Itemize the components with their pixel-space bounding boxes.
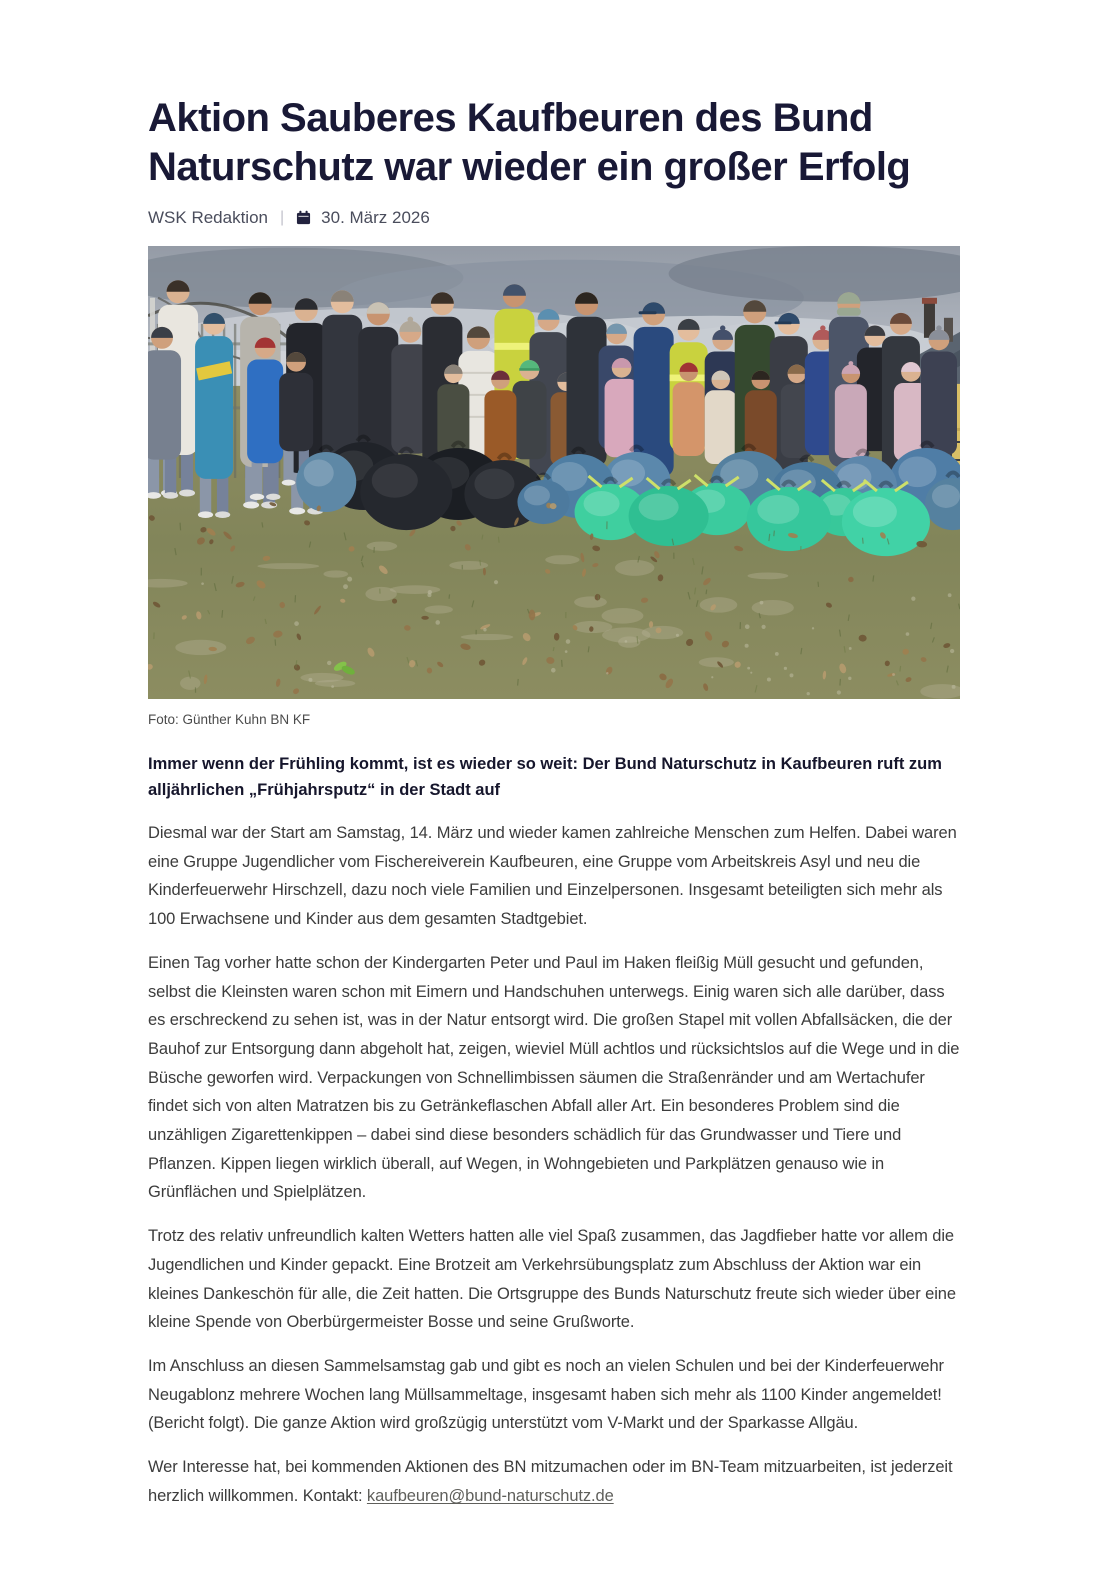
article-photo-figure [148, 246, 960, 727]
contact-paragraph [148, 1453, 960, 1510]
contact-email-link[interactable]: kaufbeuren@bund-naturschutz.de [367, 1487, 614, 1505]
article-paragraph: Einen Tag vorher hatte schon der Kindergarten Peter und Paul im Haken fleißig Müll gesucht und gefunden, selbst die Kleinsten waren schon mit Eimern und Handschuhen unterwegs. Einig waren sich alle darüber, dass es erschreckend zu sehen ist, was in der Natur entsorgt wird. Die großen Stapel mit vollen Abfallsäcken, die der Bauhof zur Entsorgung dann abgeholt hat, zeigen, wieviel Müll achtlos und rücksichtslos auf die Wege und in die Büsche geworfen wird. Verpackungen von Schnellimbissen säumen die Straßenränder und am Wertachufer findet sich von alten Matratzen bis zu Getränkeflaschen Abfall aller Art. Ein besonderes Problem sind die unzähligen Zigarettenkippen – dabei sind diese besonders schädlich für das Grundwasser und Tiere und Pflanzen. Kippen liegen wirklich überall, auf Wegen, in Wohngebieten und Parkplätzen genauso wie in Grünflächen und Spielplätzen. [148, 949, 960, 1207]
publish-date: 30. März 2026 [321, 208, 430, 228]
article-paragraph: Im Anschluss an diesen Sammelsamstag gab und gibt es noch an vielen Schulen und bei der Kinderfeuerwehr Neugablonz mehrere Wochen lang Müllsammeltage, insgesamt haben sich mehr als 1100 Kinder angemeldet! (Bericht folgt). Die ganze Aktion wird großzügig unterstützt vom V-Markt und der Sparkasse Allgäu. [148, 1352, 960, 1438]
article-lead: Immer wenn der Frühling kommt, ist es wieder so weit: Der Bund Naturschutz in Kaufbeuren ruft zum alljährlichen „Frühjahrsputz“ in der Stadt auf [148, 751, 960, 804]
byline-separator: | [278, 209, 286, 227]
calendar-icon [296, 210, 311, 225]
author-name: WSK Redaktion [148, 208, 268, 228]
contact-text: Wer Interesse hat, bei kommenden Aktionen des BN mitzumachen oder im BN-Team mitzuarbeiten, ist jederzeit herzlich willkommen. Kontakt: [148, 1458, 952, 1505]
article-photo [148, 246, 960, 699]
byline [148, 208, 960, 228]
article-paragraph: Diesmal war der Start am Samstag, 14. März und wieder kamen zahlreiche Menschen zum Helfen. Dabei waren eine Gruppe Jugendlicher vom Fischereiverein Kaufbeuren, eine Gruppe vom Arbeitskreis Asyl und neu die Kinderfeuerwehr Hirschzell, dazu noch viele Familien und Einzelpersonen. Insgesamt beteiligten sich mehr als 100 Erwachsene und Kinder aus dem gesamten Stadtgebiet. [148, 819, 960, 934]
photo-caption: Foto: Günther Kuhn BN KF [148, 712, 960, 727]
article-container [148, 0, 960, 1571]
article-paragraph: Trotz des relativ unfreundlich kalten Wetters hatten alle viel Spaß zusammen, das Jagdfieber hatte vor allem die Jugendlichen und Kinder gepackt. Eine Brotzeit am Verkehrsübungsplatz zum Abschluss der Aktion war ein kleines Dankeschön für alle, die Zeit hatten. Die Ortsgruppe des Bunds Naturschutz freute sich wieder über eine kleine Spende von Oberbürgermeister Bosse und seine Grußworte. [148, 1222, 960, 1337]
article-title: Aktion Sauberes Kaufbeuren des Bund Naturschutz war wieder ein großer Erfolg [148, 94, 960, 192]
